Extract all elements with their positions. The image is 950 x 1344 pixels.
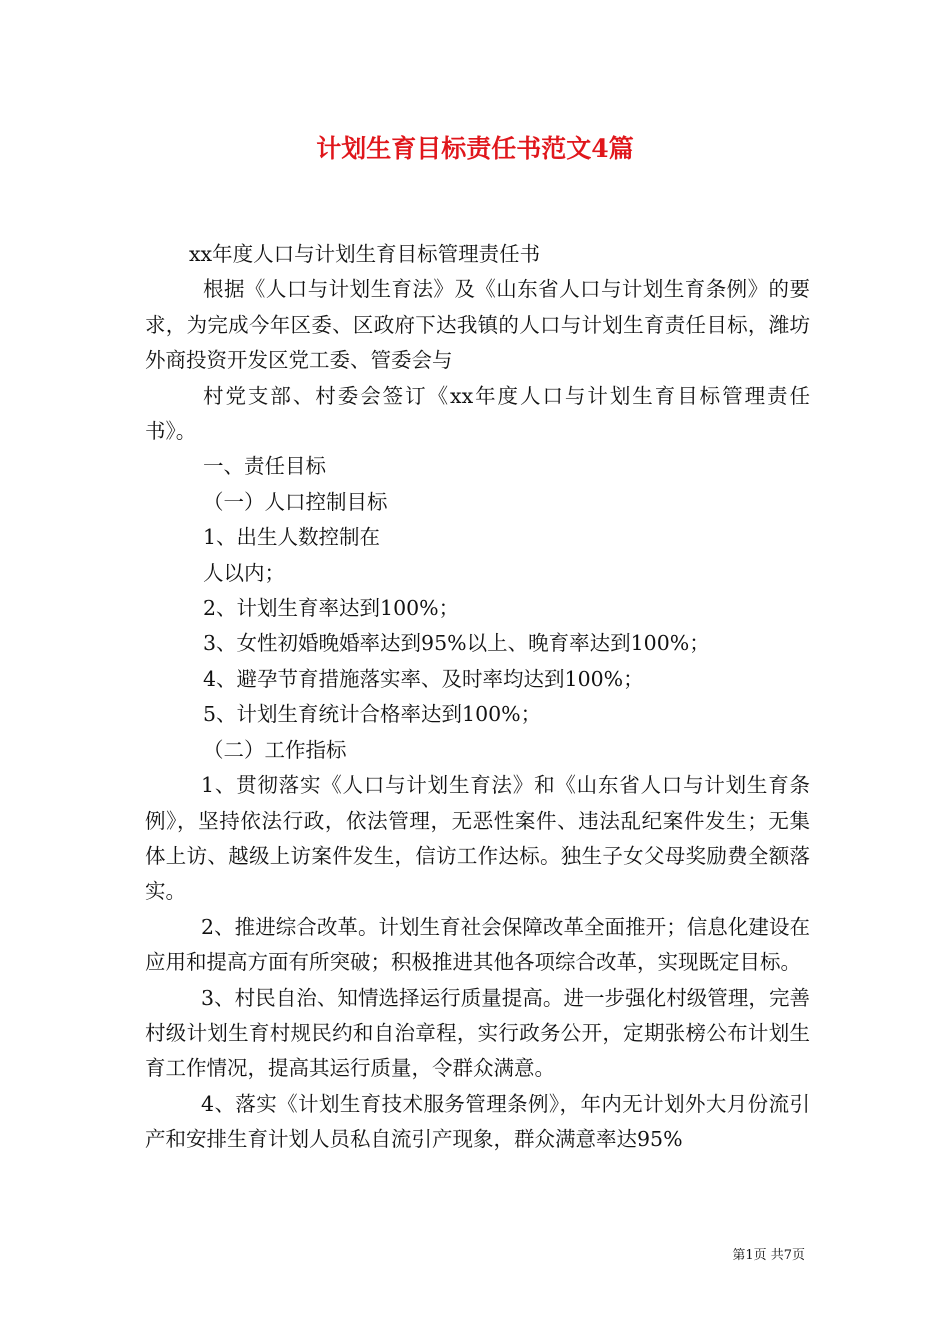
document-body xyxy=(145,237,810,1158)
paragraph-heading: xx年度人口与计划生育目标管理责任书 xyxy=(189,242,541,266)
subsection-heading-1: （一）人口控制目标 xyxy=(203,489,388,514)
subsection-heading-2: （二）工作指标 xyxy=(203,737,347,762)
list-item-4: 4、避孕节育措施落实率、及时率均达到100%； xyxy=(203,666,644,691)
list-item-1: 1、出生人数控制在 xyxy=(203,525,381,550)
page-number: 第1页 共7页 xyxy=(732,1248,805,1263)
document-title: 计划生育目标责任书范文4篇 xyxy=(316,134,634,163)
list-item-1-cont: 人以内； xyxy=(203,560,285,585)
paragraph-intro: 根据《人口与计划生育法》及《山东省人口与计划生育条例》的要求，为完成今年区委、区政府下达我镇的人口与计划生育责任目标，潍坊外商投资开发区党工委、管委会与 xyxy=(145,277,810,373)
work-item-4: 4、落实《计划生育技术服务管理条例》，年内无计划外大月份流引产和安排生育计划人员私自流引产现象，群众满意率达95% xyxy=(145,1091,810,1152)
work-item-1: 1、贯彻落实《人口与计划生育法》和《山东省人口与计划生育条例》，坚持依法行政，依法管理，无恶性案件、违法乱纪案件发生；无集体上访、越级上访案件发生，信访工作达标。独生子女父母奖励费全额落实。 xyxy=(145,773,810,904)
list-item-5: 5、计划生育统计合格率达到100%； xyxy=(203,702,542,727)
work-item-3: 3、村民自治、知情选择运行质量提高。进一步强化村级管理，完善村级计划生育村规民约和自治章程，实行政务公开，定期张榜公布计划生育工作情况，提高其运行质量，令群众满意。 xyxy=(145,985,810,1081)
list-item-3: 3、女性初婚晚婚率达到95%以上、晚育率达到100%； xyxy=(203,631,710,656)
paragraph-signing: 村党支部、村委会签订《xx年度人口与计划生育目标管理责任书》。 xyxy=(145,383,810,444)
section-heading-1: 一、责任目标 xyxy=(203,454,326,479)
list-item-2: 2、计划生育率达到100%； xyxy=(203,596,460,621)
work-item-2: 2、推进综合改革。计划生育社会保障改革全面推开；信息化建设在应用和提高方面有所突破；积极推进其他各项综合改革，实现既定目标。 xyxy=(145,914,810,975)
